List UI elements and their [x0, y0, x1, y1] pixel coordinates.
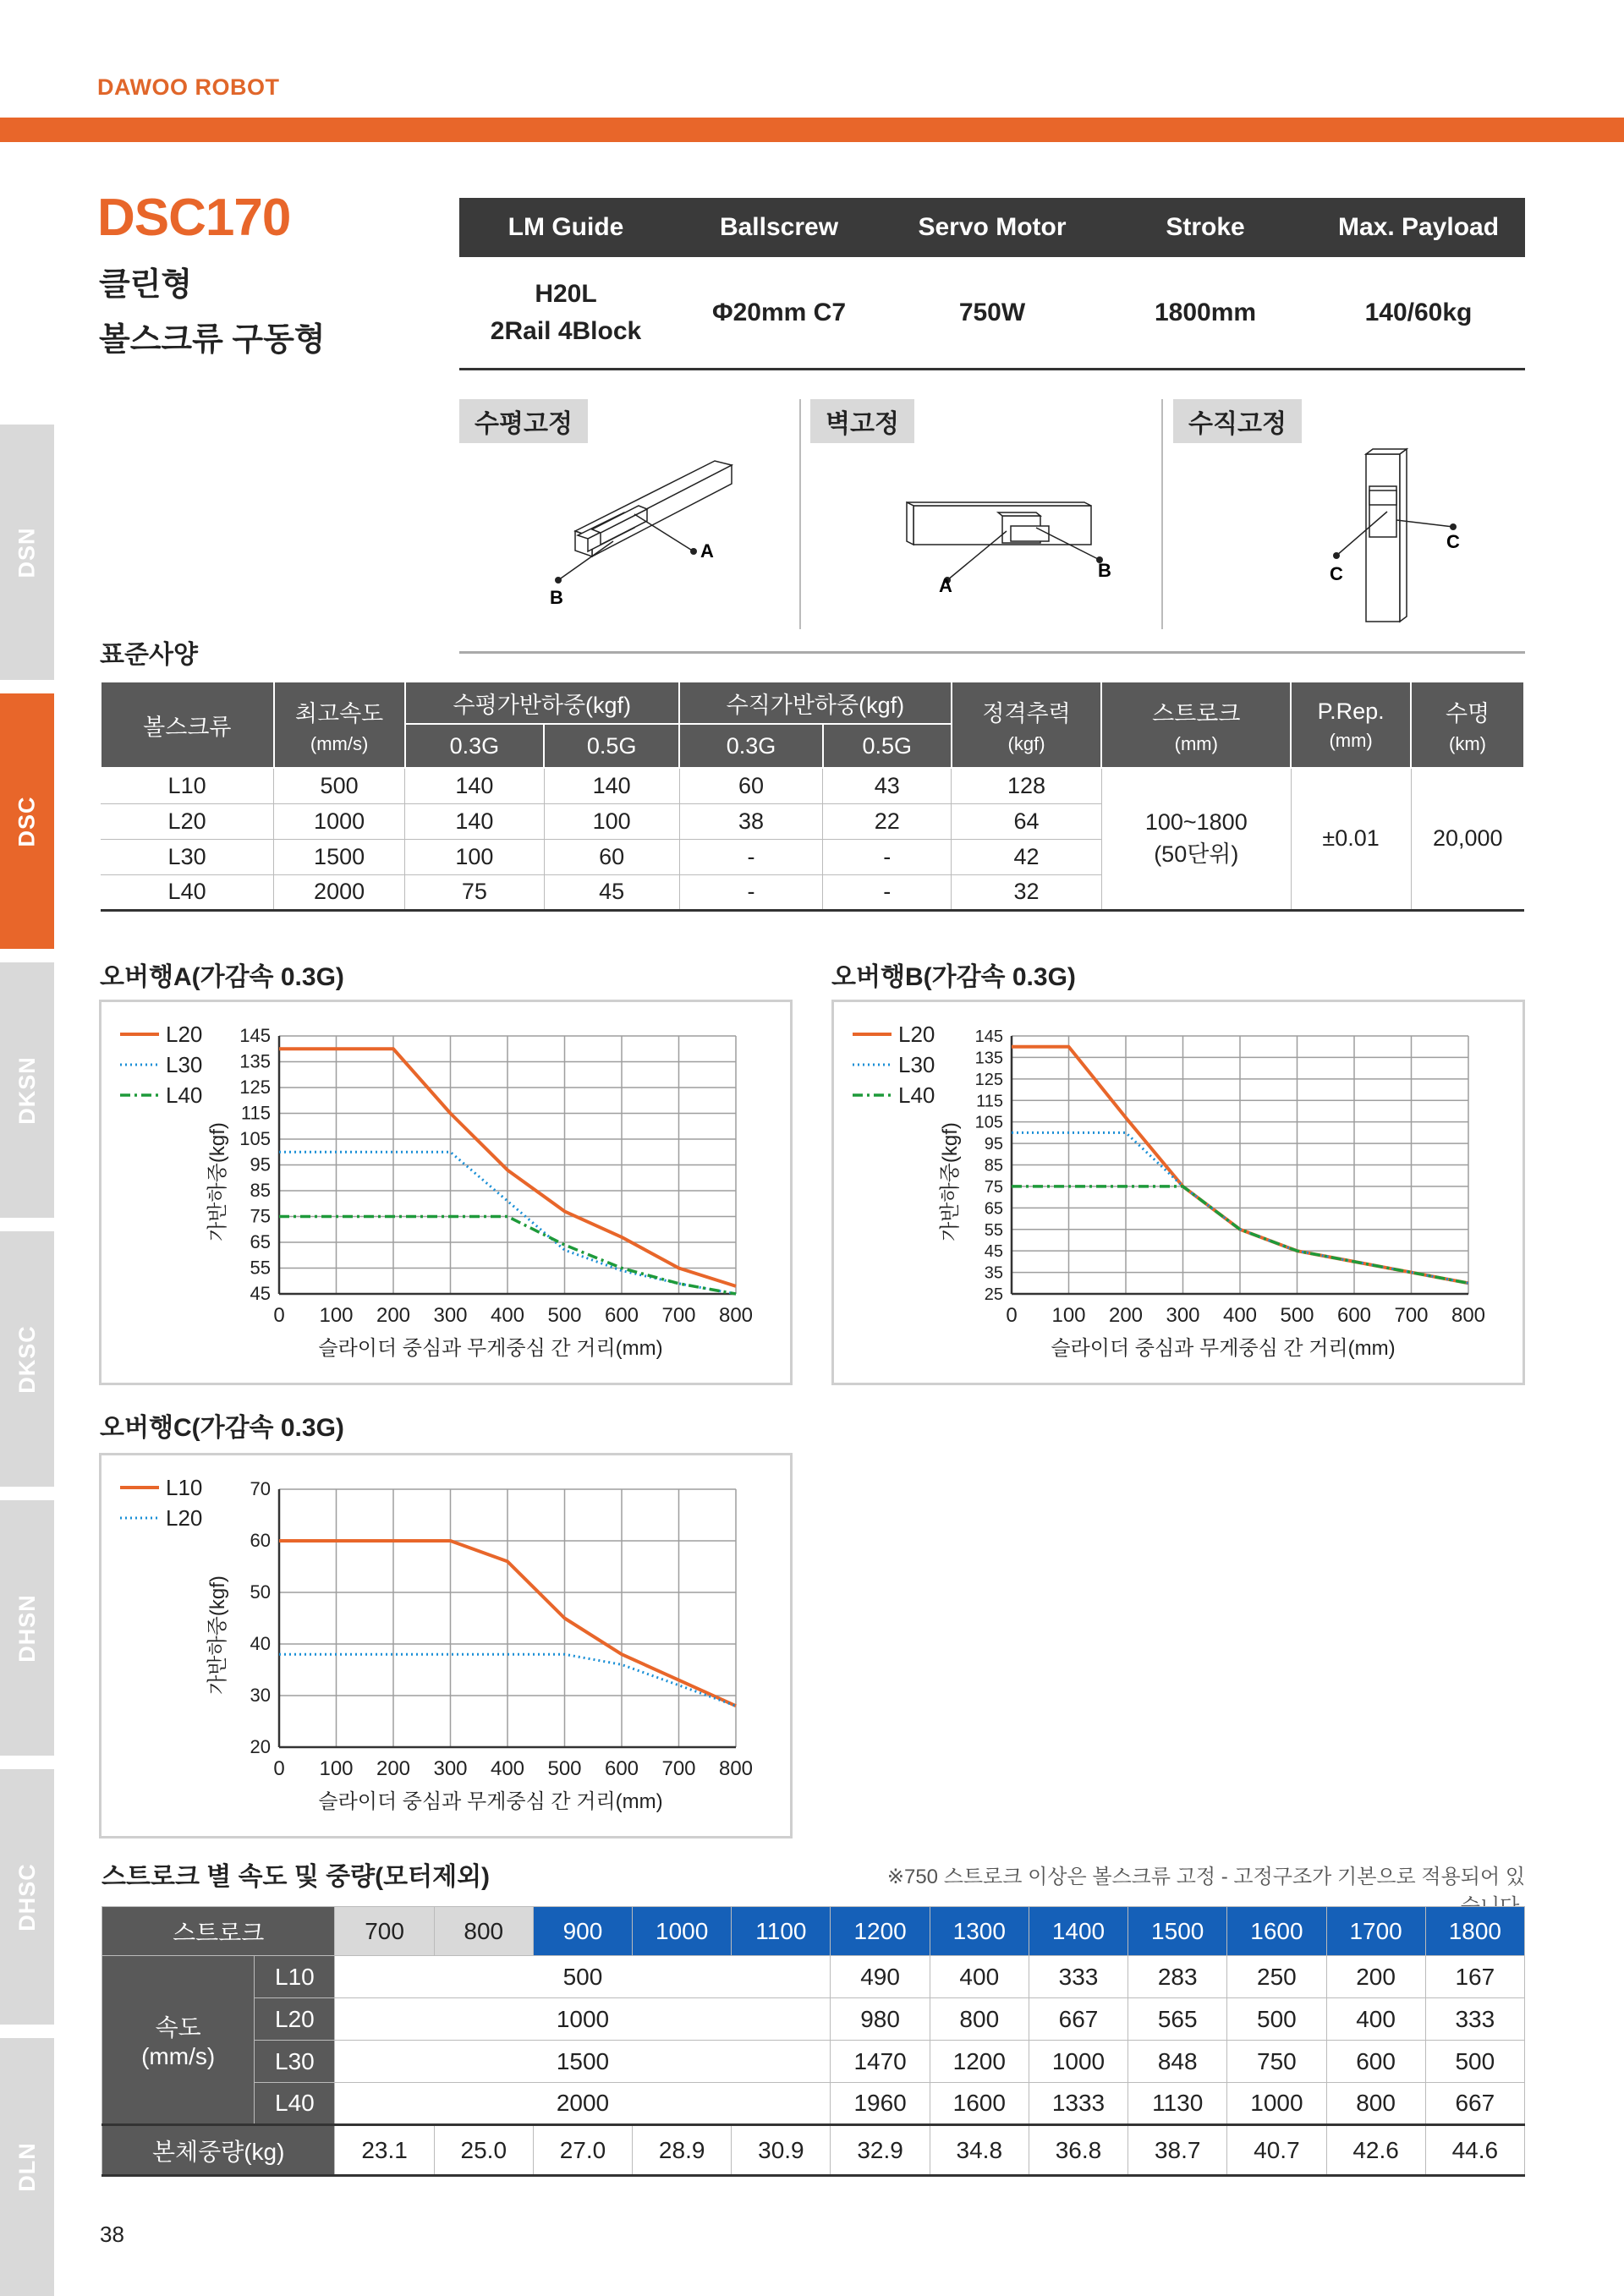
side-tab-dksn[interactable]: [0, 962, 54, 1218]
cell: 100: [544, 803, 679, 839]
y-tick-label: 95: [984, 1135, 1003, 1154]
subtitle-line-2: 볼스크류 구동형: [99, 322, 326, 358]
x-tick-label: 0: [273, 1757, 285, 1780]
legend-label-l20: L20: [166, 1505, 203, 1531]
y-axis-label: 가반하중(kgf): [206, 1122, 229, 1241]
legend-label-l20: L20: [166, 1022, 203, 1047]
x-tick-label: 200: [376, 1304, 411, 1327]
th-prep-label: P.Rep.: [1317, 698, 1385, 724]
spec-lm-guide-line-1: H20L: [535, 280, 597, 308]
th-h-05g: 0.5G: [544, 724, 679, 768]
y-tick-label: 35: [984, 1263, 1003, 1283]
cell: 36.8: [1029, 2125, 1127, 2176]
cell: 38: [679, 803, 823, 839]
cell: 30.9: [732, 2125, 831, 2176]
table-row: [102, 2083, 1525, 2125]
th-horizontal-load: 수평가반하중(kgf): [405, 682, 680, 724]
base-speed: 1500: [335, 2041, 831, 2083]
mount-label-a: A: [700, 540, 714, 562]
cell: 23.1: [335, 2125, 434, 2176]
cell: 500: [274, 768, 405, 803]
x-tick-label: 300: [433, 1304, 468, 1327]
cell: 848: [1128, 2041, 1227, 2083]
y-tick-label: 55: [250, 1257, 271, 1279]
y-tick-label: 25: [984, 1285, 1003, 1304]
spec-header-servo-motor: Servo Motor: [918, 213, 1067, 241]
standard-spec-table: [100, 681, 1525, 912]
lead-label: L30: [255, 2041, 335, 2083]
y-tick-label: 75: [250, 1205, 271, 1227]
speed-table-note: ※750 스트로크 이상은 볼스크류 고정 - 고정구조가 기본으로 적용되어 있: [886, 1866, 1525, 1888]
th-thrust-label: 정격추력: [982, 700, 1071, 726]
y-tick-label: 50: [250, 1581, 271, 1603]
y-tick-label: 30: [250, 1685, 271, 1706]
cell: 1470: [831, 2041, 930, 2083]
cell: 2000: [274, 874, 405, 910]
y-tick-label: 45: [250, 1283, 271, 1304]
legend-label-l40: L40: [166, 1082, 203, 1108]
cell: 250: [1227, 1956, 1326, 1998]
y-tick-label: 125: [974, 1070, 1003, 1089]
mount-label-c-2: C: [1330, 563, 1343, 584]
y-tick-label: 75: [984, 1177, 1003, 1197]
side-tab-label: DKSC: [14, 1324, 40, 1394]
y-tick-label: 65: [984, 1199, 1003, 1219]
cell: 1960: [831, 2083, 930, 2125]
cell: 34.8: [930, 2125, 1029, 2176]
legend-label-l10: L10: [166, 1475, 203, 1500]
page-number: 38: [100, 2222, 124, 2247]
x-tick-label: 100: [319, 1304, 354, 1327]
th-life: [1411, 682, 1524, 768]
side-tab-label: DSC: [14, 795, 40, 847]
legend-label-l20: L20: [898, 1022, 935, 1047]
x-tick-label: 300: [1166, 1304, 1200, 1327]
cell: 42: [952, 839, 1102, 874]
lead-label: L40: [255, 2083, 335, 2125]
cell: 128: [952, 768, 1102, 803]
x-axis-label: 슬라이더 중심과 무게중심 간 거리(mm): [318, 1337, 663, 1360]
stroke-col: 1300: [930, 1907, 1029, 1956]
side-tab-label: DHSC: [14, 1862, 40, 1932]
y-axis-label: 가반하중(kgf): [206, 1575, 229, 1695]
weight-row: [102, 2125, 1525, 2176]
base-speed: 2000: [335, 2083, 831, 2125]
x-tick-label: 600: [604, 1757, 639, 1780]
spec-header-stroke: Stroke: [1166, 213, 1245, 241]
cell: 400: [1326, 1998, 1425, 2041]
base-speed: 500: [335, 1956, 831, 1998]
cell: 22: [823, 803, 952, 839]
cell: 200: [1326, 1956, 1425, 1998]
chart-c-title: 오버행C(가감속 0.3G): [100, 1414, 344, 1442]
x-axis-label: 슬라이더 중심과 무게중심 간 거리(mm): [1051, 1337, 1396, 1360]
th-speed-label: 최고속도: [294, 700, 384, 726]
std-spec-title: 표준사양: [100, 641, 198, 669]
chart-a-frame: [99, 1000, 793, 1385]
y-tick-label: 145: [974, 1027, 1003, 1046]
side-tab-label: DLN: [14, 2142, 40, 2192]
model-title: DSC170: [97, 189, 291, 247]
subtitle-line-1: 클린형: [99, 267, 193, 303]
x-tick-label: 400: [490, 1757, 525, 1780]
cell: 333: [1425, 1998, 1524, 2041]
chart-b-frame: [831, 1000, 1525, 1385]
y-tick-label: 135: [239, 1050, 271, 1072]
vertical-mount-diagram: [1315, 444, 1484, 634]
th-prep-unit: (mm): [1329, 729, 1373, 751]
cell: 60: [679, 768, 823, 803]
y-tick-label: 65: [250, 1231, 271, 1252]
th-life-label: 수명: [1445, 700, 1490, 726]
th-stroke-label: 스트로크: [1152, 700, 1241, 726]
x-tick-label: 500: [547, 1304, 582, 1327]
cell: 140: [544, 768, 679, 803]
th-speed-unit: (mm/s): [310, 732, 369, 754]
x-tick-label: 800: [718, 1304, 754, 1327]
cell: 1333: [1029, 2083, 1127, 2125]
mount-wall-label: 벽고정: [810, 399, 914, 443]
table-row: [102, 2041, 1525, 2083]
cell: 1500: [274, 839, 405, 874]
cell: L20: [101, 803, 274, 839]
chart-b: [834, 1002, 1522, 1383]
chart-b-title: 오버행B(가감속 0.3G): [831, 963, 1076, 991]
x-tick-label: 0: [1006, 1304, 1018, 1327]
cell: 167: [1425, 1956, 1524, 1998]
cell: 490: [831, 1956, 930, 1998]
cell: 1600: [930, 2083, 1029, 2125]
cell: 25.0: [434, 2125, 533, 2176]
y-tick-label: 85: [250, 1180, 271, 1201]
th-prep: [1291, 682, 1411, 768]
speed-label-2: (mm/s): [141, 2043, 216, 2069]
mount-bottom-rule: [459, 651, 1525, 654]
cell: 565: [1128, 1998, 1227, 2041]
table-row: [101, 768, 1524, 803]
cell: 140: [405, 768, 545, 803]
header-bar: [0, 118, 1624, 142]
y-axis-label: 가반하중(kgf): [939, 1122, 962, 1241]
x-tick-label: 100: [1051, 1304, 1086, 1327]
stroke-col: 1500: [1128, 1907, 1227, 1956]
weight-label: 본체중량(kg): [102, 2125, 335, 2176]
x-tick-label: 400: [490, 1304, 525, 1327]
mount-divider: [1161, 399, 1163, 629]
table-row: [102, 1998, 1525, 2041]
chart-a-title: 오버행A(가감속 0.3G): [100, 963, 344, 991]
cell-prep: ±0.01: [1291, 768, 1411, 910]
th-v-05g: 0.5G: [823, 724, 952, 768]
cell: 38.7: [1128, 2125, 1227, 2176]
brand-name: DAWOO ROBOT: [97, 74, 280, 100]
x-tick-label: 500: [547, 1757, 582, 1780]
side-tab-label: DKSN: [14, 1055, 40, 1125]
th-vertical-load: 수직가반하중(kgf): [679, 682, 952, 724]
y-tick-label: 105: [239, 1128, 271, 1149]
cell: -: [823, 839, 952, 874]
speed-label: [102, 1956, 255, 2125]
cell-life: 20,000: [1411, 768, 1524, 910]
lead-label: L20: [255, 1998, 335, 2041]
x-tick-label: 200: [376, 1757, 411, 1780]
cell: 750: [1227, 2041, 1326, 2083]
mount-label-a-wall: A: [939, 575, 952, 596]
y-tick-label: 135: [974, 1049, 1003, 1068]
y-tick-label: 115: [240, 1102, 271, 1124]
x-tick-label: 700: [661, 1304, 696, 1327]
x-tick-label: 0: [273, 1304, 285, 1327]
cell: 980: [831, 1998, 930, 2041]
legend-label-l40: L40: [898, 1082, 935, 1108]
th-thrust-unit: (kgf): [1007, 732, 1045, 754]
side-tab-dsc[interactable]: [0, 693, 54, 949]
cell: 60: [544, 839, 679, 874]
th-life-unit: (km): [1449, 732, 1487, 754]
chart-c: [102, 1455, 790, 1836]
x-tick-label: 200: [1108, 1304, 1144, 1327]
legend-label-l30: L30: [898, 1052, 935, 1077]
th-h-03g: 0.3G: [405, 724, 545, 768]
side-tab-label: DHSN: [14, 1593, 40, 1663]
y-tick-label: 40: [250, 1633, 271, 1654]
speed-weight-table: [102, 1906, 1525, 2177]
spec-header-max-payload: Max. Payload: [1337, 213, 1500, 241]
cell: L40: [101, 874, 274, 910]
mount-label-b-wall: B: [1098, 560, 1111, 581]
spec-header-lm-guide: LM Guide: [508, 213, 624, 241]
spec-payload: 140/60kg: [1364, 298, 1473, 326]
cell: 667: [1425, 2083, 1524, 2125]
x-tick-label: 800: [1451, 1304, 1486, 1327]
y-tick-label: 115: [976, 1092, 1003, 1111]
chart-a: [102, 1002, 790, 1383]
cell: 600: [1326, 2041, 1425, 2083]
cell: 1000: [1227, 2083, 1326, 2125]
cell: L30: [101, 839, 274, 874]
cell: 800: [1326, 2083, 1425, 2125]
stroke-col: 1400: [1029, 1907, 1127, 1956]
cell: 45: [544, 874, 679, 910]
cell: 64: [952, 803, 1102, 839]
cell: 32: [952, 874, 1102, 910]
cell: 32.9: [831, 2125, 930, 2176]
base-speed: 1000: [335, 1998, 831, 2041]
spec-ballscrew: Φ20mm C7: [711, 298, 847, 326]
cell: 140: [405, 803, 545, 839]
x-tick-label: 700: [1394, 1304, 1429, 1327]
th-ballscrew: [101, 682, 274, 768]
cell-stroke-range: [1101, 768, 1291, 910]
y-tick-label: 45: [984, 1242, 1003, 1262]
y-tick-label: 95: [250, 1153, 271, 1175]
stroke-range: 100~1800: [1144, 808, 1248, 835]
spec-header-ballscrew: Ballscrew: [719, 213, 839, 241]
x-tick-label: 800: [718, 1757, 754, 1780]
cell: 667: [1029, 1998, 1127, 2041]
y-tick-label: 20: [250, 1736, 271, 1757]
spec-stroke: 1800mm: [1154, 298, 1257, 326]
y-tick-label: 85: [984, 1156, 1003, 1175]
cell: 43: [823, 768, 952, 803]
side-tab-dhsn[interactable]: [0, 1500, 54, 1756]
cell: 1130: [1128, 2083, 1227, 2125]
stroke-label: 스트로크: [102, 1907, 335, 1956]
th-stroke-unit: (mm): [1174, 732, 1218, 754]
mount-label-b: B: [550, 587, 563, 608]
x-tick-label: 500: [1280, 1304, 1314, 1327]
x-tick-label: 600: [1336, 1304, 1372, 1327]
cell: 283: [1128, 1956, 1227, 1998]
spec-lm-guide-line-2: 2Rail 4Block: [490, 316, 642, 345]
stroke-header-row: [102, 1907, 1525, 1956]
cell: 500: [1425, 2041, 1524, 2083]
cell: 28.9: [633, 2125, 732, 2176]
th-v-03g: 0.3G: [679, 724, 823, 768]
stroke-col: 1800: [1425, 1907, 1524, 1956]
legend-label-l30: L30: [166, 1052, 203, 1077]
x-axis-label: 슬라이더 중심과 무게중심 간 거리(mm): [318, 1790, 663, 1813]
stroke-col: 1200: [831, 1907, 930, 1956]
cell: 100: [405, 839, 545, 874]
y-tick-label: 60: [250, 1530, 271, 1551]
spec-values-row: [459, 257, 1525, 370]
chart-c-frame: [99, 1453, 793, 1838]
y-tick-label: 70: [250, 1478, 271, 1499]
cell: -: [679, 839, 823, 874]
th-stroke: [1101, 682, 1291, 768]
cell: 400: [930, 1956, 1029, 1998]
cell: L10: [101, 768, 274, 803]
x-tick-label: 600: [604, 1304, 639, 1327]
cell: 333: [1029, 1956, 1127, 1998]
mount-vertical-label: 수직고정: [1173, 399, 1302, 443]
spec-motor: 750W: [958, 298, 1026, 326]
y-tick-label: 125: [239, 1077, 271, 1098]
cell: 44.6: [1425, 2125, 1524, 2176]
side-tab-label: DSN: [14, 526, 40, 578]
stroke-col: 700: [335, 1907, 434, 1956]
y-tick-label: 55: [984, 1220, 1003, 1240]
side-tab-dksc[interactable]: [0, 1231, 54, 1487]
x-tick-label: 100: [319, 1757, 354, 1780]
mount-horizontal-label: 수평고정: [459, 399, 588, 443]
cell: -: [679, 874, 823, 910]
side-tab-dln[interactable]: [0, 2038, 54, 2296]
spec-header-row: [459, 198, 1525, 257]
th-thrust: [952, 682, 1102, 768]
y-tick-label: 145: [239, 1025, 271, 1046]
stroke-col: 900: [533, 1907, 632, 1956]
th-speed: [274, 682, 405, 768]
stroke-step: (50단위): [1154, 841, 1239, 867]
speed-table-title: 스트로크 별 속도 및 중량(모터제외): [102, 1863, 491, 1891]
cell: 1200: [930, 2041, 1029, 2083]
mount-label-c-1: C: [1446, 531, 1460, 552]
th-ballscrew-label: 볼스크류: [143, 714, 232, 740]
stroke-col: 1600: [1227, 1907, 1326, 1956]
stroke-col: 800: [434, 1907, 533, 1956]
x-tick-label: 300: [433, 1757, 468, 1780]
spec-lm-guide: [459, 257, 672, 368]
side-tab-dsn[interactable]: [0, 425, 54, 680]
lead-label: L10: [255, 1956, 335, 1998]
cell: 1000: [1029, 2041, 1127, 2083]
cell: 40.7: [1227, 2125, 1326, 2176]
table-row: [102, 1956, 1525, 1998]
wall-mount-diagram: [897, 490, 1133, 600]
stroke-col: 1700: [1326, 1907, 1425, 1956]
stroke-col: 1100: [732, 1907, 831, 1956]
cell: 1000: [274, 803, 405, 839]
cell: 42.6: [1326, 2125, 1425, 2176]
cell: 27.0: [533, 2125, 632, 2176]
y-tick-label: 105: [974, 1113, 1003, 1132]
cell: 75: [405, 874, 545, 910]
cell: -: [823, 874, 952, 910]
x-tick-label: 700: [661, 1757, 696, 1780]
horizontal-mount-diagram: [541, 457, 753, 609]
side-tab-dhsc[interactable]: [0, 1769, 54, 2025]
x-tick-label: 400: [1222, 1304, 1258, 1327]
speed-label-1: 속도: [155, 2014, 201, 2041]
stroke-col: 1000: [633, 1907, 732, 1956]
cell: 800: [930, 1998, 1029, 2041]
cell: 500: [1227, 1998, 1326, 2041]
mount-divider: [799, 399, 801, 629]
